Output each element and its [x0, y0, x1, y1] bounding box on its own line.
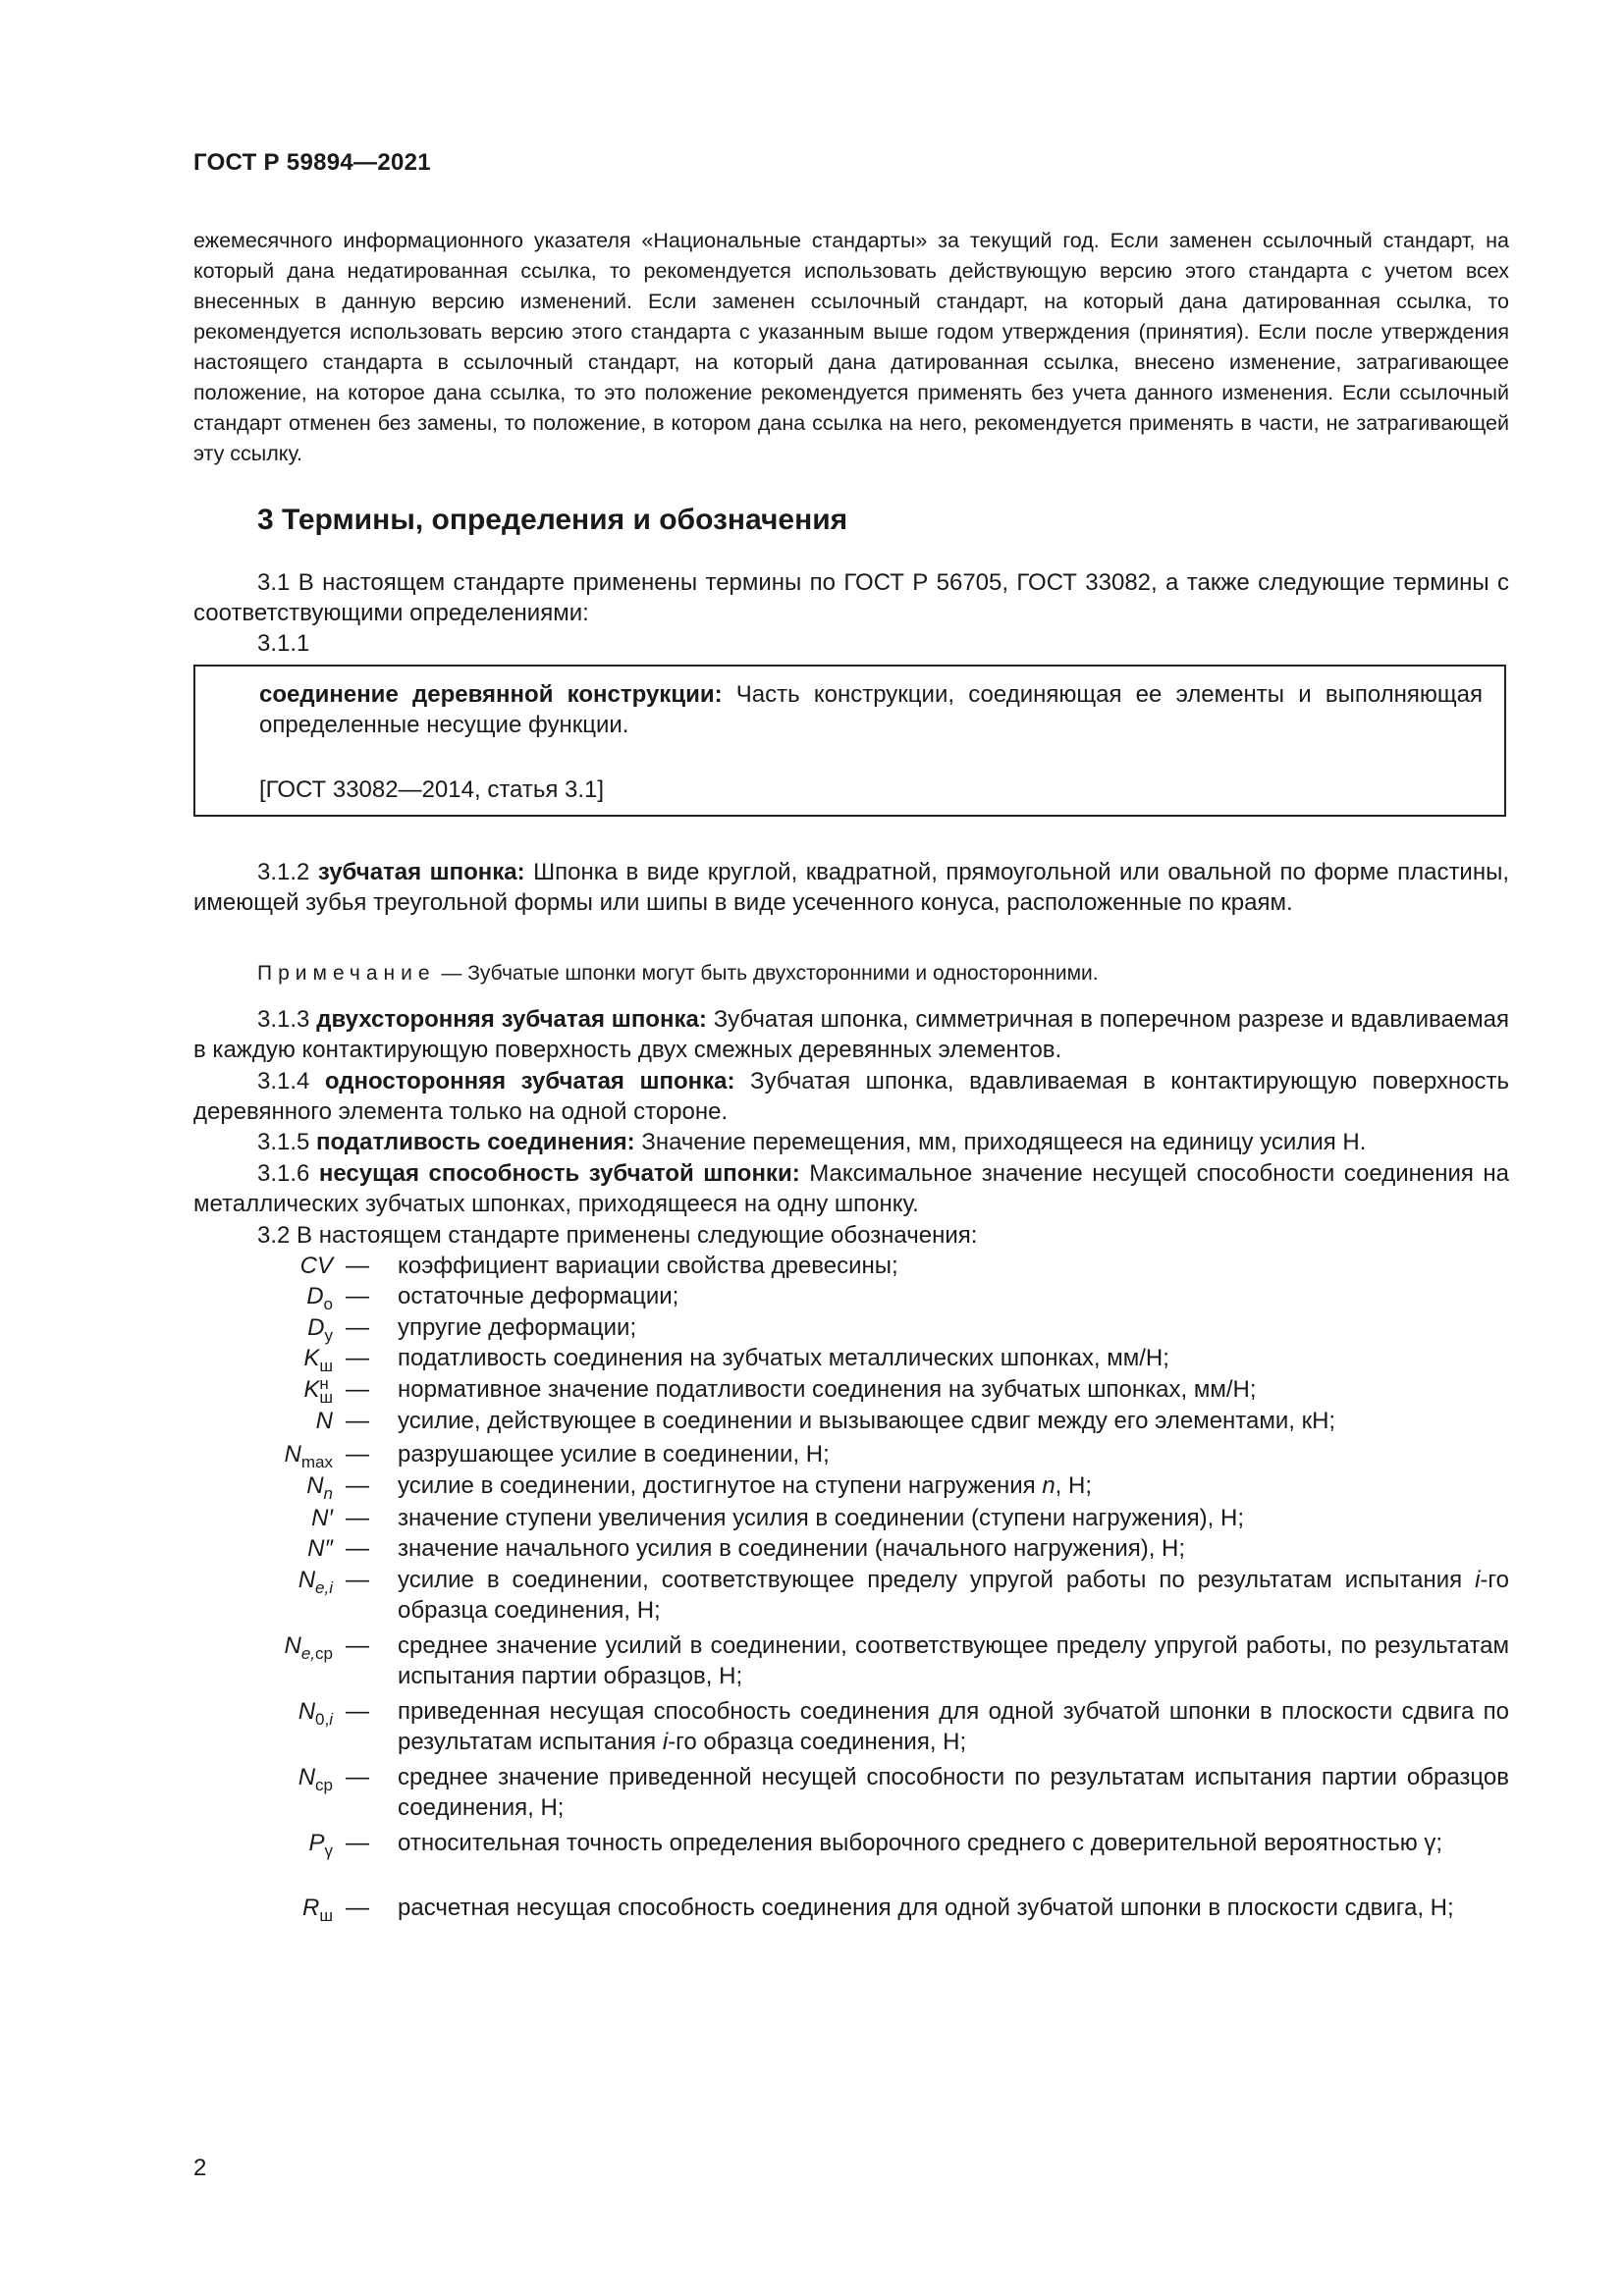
dash: — [346, 1567, 369, 1593]
intro-paragraph: ежемесячного информационного указателя «Национальные стандарты» за текущий год. Если заменен ссылочный стандарт, на который дана недатированная ссылка, то рекомендуется использовать действующую версию этого стандарта с учетом всех внесенных в данную версию изменений. Если заменен ссылочный стандарт, на который дана датированная ссылка, то рекомендуется использовать версию этого стандарта с указанным выше годом утверждения (принятия). Если после утверждения настоящего стандарта в ссылочный стандарт, на который дана датированная ссылка, внесено изменение, затрагивающее положение, на которое дана ссылка, то это положение рекомендуется применять без учета данного изменения. Если ссылочный стандарт отменен без замены, то положение, в котором дана ссылка на него, рекомендуется применять в части, не затрагивающей эту ссылку. [193, 229, 1509, 465]
symbol: N [315, 1408, 333, 1434]
term-3-1-1-definition: Часть конструкции, соединяющая ее элементы и выполняющая определенные несущие функции. [259, 681, 1484, 738]
term-3-1-2 [193, 857, 1509, 918]
term-definition-box [193, 665, 1506, 817]
dash: — [346, 1764, 369, 1790]
symbol: $N_{e,ср}$ [284, 1632, 333, 1663]
symbol-description: разрушающее усилие в соединении, Н; [398, 1441, 830, 1468]
symbol: $N_{0,i}$ [298, 1698, 333, 1729]
symbol-description: значение ступени увеличения усилия в соединении (ступени нагружения), Н; [398, 1505, 1244, 1531]
dash: — [346, 1408, 369, 1434]
term-number: 3.1.6 [257, 1160, 319, 1187]
symbol-description: среднее значение приведенной несущей способности по результатам испытания партии образцов соединения, Н; [398, 1764, 1509, 1821]
term-3-1-1-source: [ГОСТ 33082—2014, статья 3.1] [259, 776, 605, 803]
section-title: 3 Термины, определения и обозначения [257, 504, 848, 536]
dash: — [346, 1253, 369, 1279]
dash: — [346, 1698, 369, 1725]
term-label: зубчатая шпонка: [317, 859, 525, 885]
term-3-1-1-label: соединение деревянной конструкции: [259, 681, 723, 708]
symbol: N″ [307, 1535, 333, 1562]
term-label: податливость соединения: [316, 1129, 635, 1155]
symbol: $N_{max}$ [284, 1441, 333, 1471]
document-header: ГОСТ Р 59894—2021 [193, 149, 431, 176]
symbol: $R_ш$ [302, 1895, 333, 1925]
dash: — [346, 1283, 369, 1309]
symbol: $P_\gamma$ [308, 1830, 333, 1860]
dash: — [346, 1535, 369, 1562]
symbol: $N_{e,i}$ [298, 1567, 333, 1597]
symbol: CV [299, 1253, 333, 1279]
term-definition: Максимальное значение несущей способности соединения на металлических зубчатых шпонках, приходящееся на одну шпонку. [193, 1160, 1510, 1217]
note [257, 962, 1099, 986]
symbol-description: остаточные деформации; [398, 1283, 679, 1309]
term-label: односторонняя зубчатая шпонка: [324, 1068, 735, 1095]
symbol: $K_ш$ н [303, 1374, 333, 1407]
dash: — [346, 1505, 369, 1531]
paragraph-3-2: 3.2 В настоящем стандарте применены следующие обозначения: [257, 1222, 978, 1249]
dash: — [346, 1376, 369, 1403]
symbol: $D_у$ [307, 1314, 333, 1345]
dash: — [346, 1472, 369, 1499]
symbol-description: податливость соединения на зубчатых металлических шпонках, мм/Н; [398, 1345, 1169, 1371]
term-3-1-6 [193, 1158, 1509, 1219]
term-definition: Шпонка в виде круглой, квадратной, прямоугольной или овальной по форме пластины, имеющей зубья треугольной формы или шипы в виде усеченного конуса, расположенные по краям. [193, 859, 1510, 916]
symbol-description: коэффициент вариации свойства древесины; [398, 1253, 898, 1279]
symbol: $N_n$ [306, 1472, 333, 1503]
note-text: — Зубчатые шпонки могут быть двухсторонними и односторонними. [435, 962, 1099, 985]
symbol-description: расчетная несущая способность соединения для одной зубчатой шпонки в плоскости сдвига, Н; [398, 1895, 1454, 1921]
symbol-description: усилие в соединении, соответствующее пределу упругой работы по результатам испытания i-го образца соединения, Н; [398, 1567, 1509, 1624]
symbol-description: усилие, действующее в соединении и вызывающее сдвиг между его элементами, кН; [398, 1408, 1336, 1434]
term-definition: Зубчатая шпонка, симметричная в поперечном разрезе и вдавливаемая в каждую контактирующую поверхность двух смежных деревянных элементов. [193, 1006, 1510, 1063]
dash: — [346, 1895, 369, 1921]
dash: — [346, 1314, 369, 1341]
symbol: N′ [311, 1505, 333, 1531]
term-label: двухсторонняя зубчатая шпонка: [316, 1006, 707, 1033]
paragraph-3-1: 3.1 В настоящем стандарте применены термины по ГОСТ Р 56705, ГОСТ 33082, а также следующие термины с соответствующими определениями: [193, 569, 1509, 626]
paragraph-3-1-1-number: 3.1.1 [257, 630, 310, 657]
term-3-1-3 [193, 1004, 1509, 1065]
term-label: несущая способность зубчатой шпонки: [318, 1160, 800, 1187]
term-3-1-4 [193, 1066, 1509, 1127]
dash: — [346, 1632, 369, 1659]
note-label: Примечание [257, 962, 436, 985]
symbol-description: нормативное значение податливости соединения на зубчатых шпонках, мм/Н; [398, 1376, 1257, 1403]
dash: — [346, 1345, 369, 1371]
term-number: 3.1.5 [257, 1129, 317, 1155]
symbol: $K_ш$ [303, 1345, 333, 1375]
page-number: 2 [193, 2155, 207, 2181]
symbol-description: значение начального усилия в соединении (начального нагружения), Н; [398, 1535, 1186, 1562]
term-definition: Значение перемещения, мм, приходящееся на единицу усилия Н. [634, 1129, 1367, 1155]
dash: — [346, 1441, 369, 1468]
term-number: 3.1.4 [257, 1068, 325, 1095]
symbol-description: среднее значение усилий в соединении, соответствующее пределу упругой работы, по результатам испытания партии образцов, Н; [398, 1632, 1509, 1689]
term-3-1-1 [259, 679, 1483, 740]
symbol-description: усилие в соединении, достигнутое на ступени нагружения n, Н; [398, 1472, 1093, 1499]
term-number: 3.1.3 [257, 1006, 317, 1033]
symbol: $D_о$ [306, 1283, 333, 1313]
term-definition: Зубчатая шпонка, вдавливаемая в контактирующую поверхность деревянного элемента только на одной стороне. [193, 1068, 1509, 1125]
symbol-description: относительная точность определения выборочного среднего с доверительной вероятностью γ; [398, 1830, 1443, 1856]
dash: — [346, 1830, 369, 1856]
symbol: $N_{ср}$ [298, 1764, 333, 1794]
term-number: 3.1.2 [257, 859, 318, 885]
symbol-description: упругие деформации; [398, 1314, 637, 1341]
symbol-description: приведенная несущая способность соединения для одной зубчатой шпонки в плоскости сдвига по результатам испытания i-го образца соединения, Н; [398, 1698, 1509, 1755]
term-3-1-5 [193, 1127, 1509, 1157]
